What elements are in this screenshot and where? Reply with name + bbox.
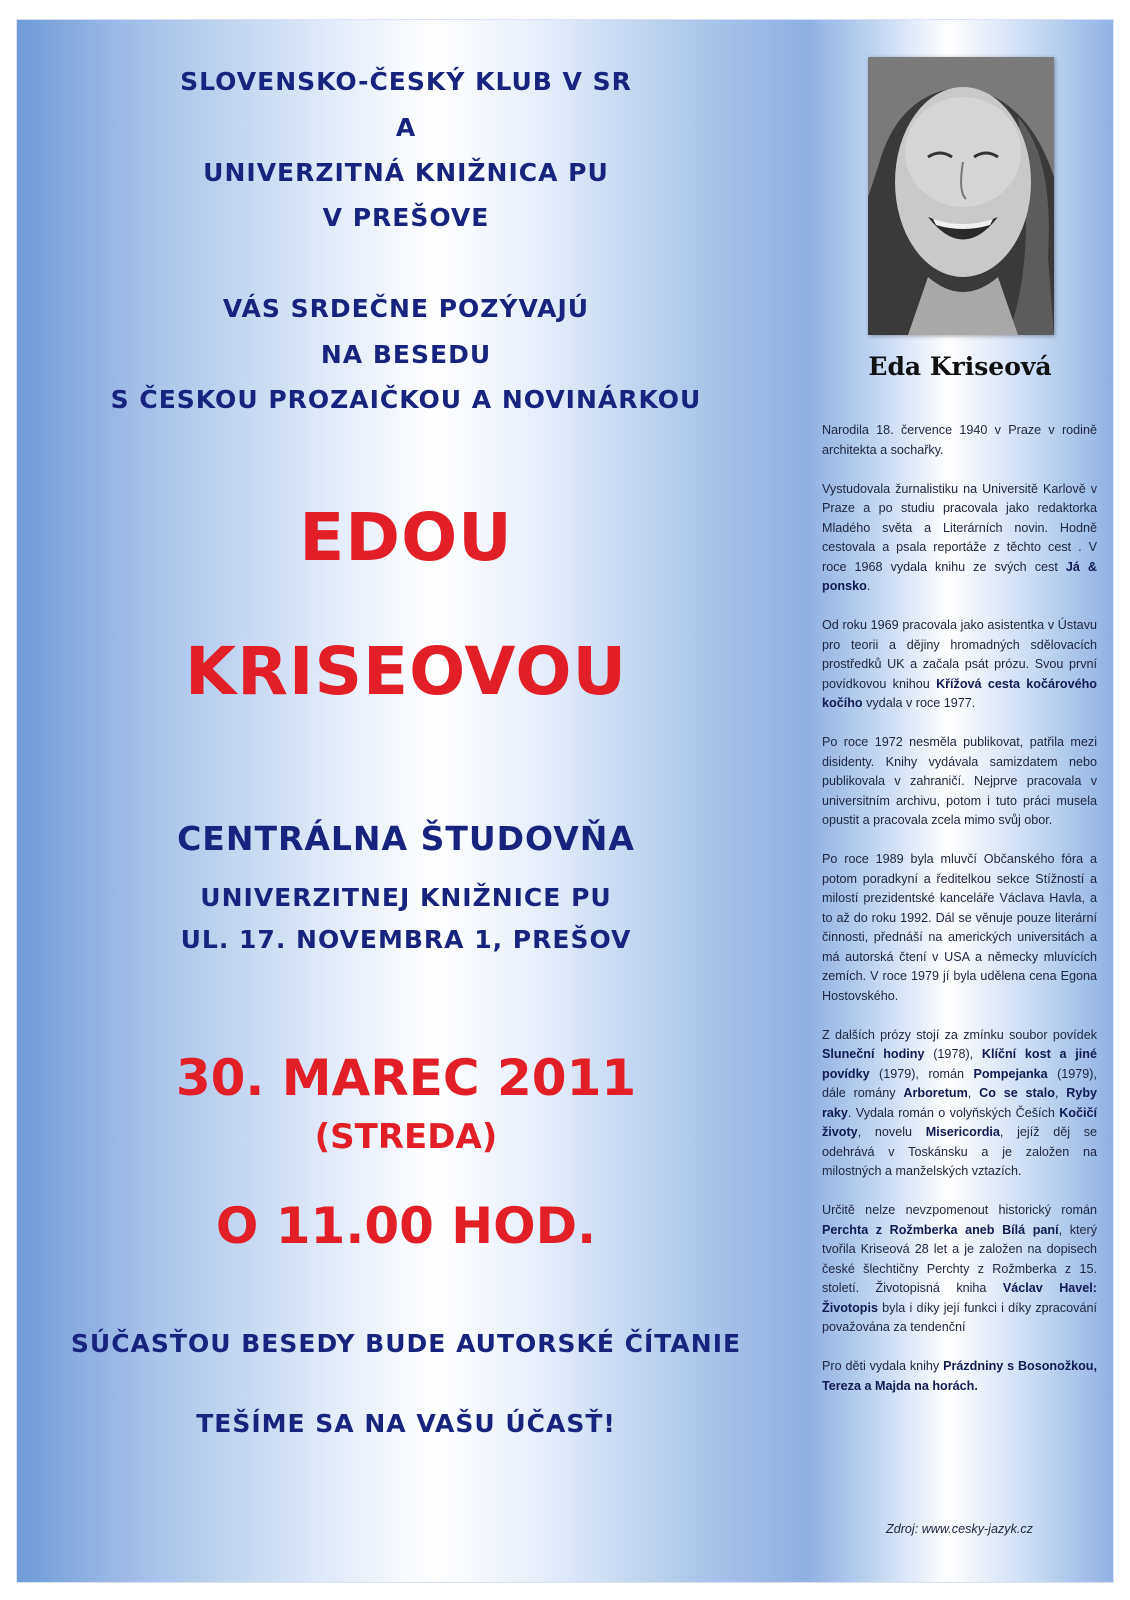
book-title: Prázdniny s Bosonožkou, Tereza a Majda na horách. xyxy=(822,1359,1098,1393)
bio-text: Narodila 18. července 1940 v Praze v rodině architekta a sochařky. xyxy=(822,423,1097,457)
bio-text: Pro děti vydala knihy xyxy=(822,1359,944,1373)
bio-text: Z dalších prózy stojí za zmínku soubor povídek xyxy=(822,1027,1097,1042)
event-date: 30. MAREC 2011 xyxy=(175,1049,637,1107)
bio-text: . xyxy=(866,579,871,593)
bio-paragraph xyxy=(822,480,1097,597)
bio-text: , xyxy=(967,1086,980,1100)
bio-text: , jejíž děj se odehrává v Toskánsku a je založen na milostných a manželských vztazích. xyxy=(822,1125,1098,1178)
reading-note: SÚČASŤOU BESEDY BUDE AUTORSKÉ ČÍTANIE xyxy=(70,1329,742,1358)
organizer-line-3: UNIVERZITNÁ KNIŽNICA PU xyxy=(203,158,609,187)
bio-text: Po roce 1989 byla mluvčí Občanského fóra a potom poradkyní a ředitelkou sekce Stížností a milostí prezidentské kanceláře Václava Havla, a to až do roku 1992. Dál se věnuje pouze literární činnosti, přednáší na amerických universitách a má autorská čtení v USA a německy mluvících zemích. V roce 1979 jí byla udělena cena Egona Hostovského. xyxy=(822,852,1097,1003)
bio-text: , xyxy=(1054,1086,1067,1100)
book-title: Sluneční hodiny xyxy=(822,1047,925,1061)
bio-paragraph xyxy=(822,850,1097,1006)
bio-text: (1978), xyxy=(924,1047,982,1061)
bio-text: vydala v roce 1977. xyxy=(862,696,976,710)
book-title: Kočičí životy xyxy=(822,1105,1097,1139)
book-title: Misericordia xyxy=(925,1125,1000,1139)
bio-text: (1979), dále romány xyxy=(822,1066,1097,1100)
bio-text: (1979), román xyxy=(869,1066,974,1081)
bio-text: Určitě nelze nevzpomenout historický román xyxy=(822,1203,1097,1217)
bio-paragraph xyxy=(822,733,1097,831)
bio-text: . Vydala román o volyňských Češích xyxy=(847,1105,1060,1120)
author-photo xyxy=(868,57,1054,335)
bio-paragraph xyxy=(822,421,1097,460)
venue-library: UNIVERZITNEJ KNIŽNICE PU xyxy=(200,883,612,912)
venue-address: UL. 17. NOVEMBRA 1, PREŠOV xyxy=(180,925,632,954)
invite-line-2: NA BESEDU xyxy=(320,340,492,369)
book-title: Klíční kost a jiné povídky xyxy=(822,1047,1097,1081)
bio-paragraph xyxy=(822,1201,1097,1338)
bio-text: Po roce 1972 nesměla publikovat, patřila mezi disidenty. Knihy vydávala samizdatem nebo publikovala v zahraničí. Nejprve pracovala v universitním archivu, potom i tuto práci musela opustit a pracovala zcela mimo svůj obor. xyxy=(822,735,1097,827)
source-credit: Zdroj: www.cesky-jazyk.cz xyxy=(886,1522,1033,1536)
closing-line: TEŠÍME SA NA VAŠU ÚČASŤ! xyxy=(196,1409,616,1438)
book-title: Václav Havel: Životopis xyxy=(822,1281,1097,1315)
guest-first-name: EDOU xyxy=(299,499,513,576)
bio-paragraph xyxy=(822,616,1097,714)
book-title: Co se stalo xyxy=(979,1086,1055,1100)
book-title: Já & ponsko xyxy=(822,559,1097,593)
organizer-line-4: V PREŠOVE xyxy=(322,203,490,232)
book-title: Perchta z Rožmberka aneb Bílá paní xyxy=(822,1222,1059,1237)
bio-paragraph xyxy=(822,1357,1097,1396)
event-weekday: (STREDA) xyxy=(314,1117,498,1157)
bio-text: , který tvořila Kriseová 28 let a je založen na dopisech české šlechtičny Perchty z Rožmberka z 15. století. Životopisná kniha xyxy=(822,1222,1097,1295)
bio-text: Vystudovala žurnalistiku na Universitě Karlově v Praze a po studiu pracovala jako redaktorka Mladého světa a Literárních novin. Hodně cestovala a psala reportáže z těchto cest . V roce 1968 vydala knihu ze svých cest xyxy=(822,481,1097,574)
book-title: Ryby raky xyxy=(822,1086,1098,1120)
bio-paragraph xyxy=(822,1026,1097,1182)
book-title: Křížová cesta kočárového kočího xyxy=(822,676,1097,710)
organizer-line-2: A xyxy=(395,113,417,142)
event-time: O 11.00 HOD. xyxy=(215,1197,597,1255)
author-biography xyxy=(822,421,1097,1416)
book-title: Pompejanka xyxy=(973,1066,1048,1081)
organizer-line-1: SLOVENSKO-ČESKÝ KLUB V SR xyxy=(180,67,632,96)
main-column xyxy=(16,19,796,1579)
guest-last-name: KRISEOVOU xyxy=(184,633,628,710)
venue-hall: CENTRÁLNA ŠTUDOVŇA xyxy=(177,819,635,858)
bio-text: byla i díky její funkci i díky zpracování považována za tendenční xyxy=(822,1300,1097,1334)
bio-text: Od roku 1969 pracovala jako asistentka v Ústavu pro teorii a dějiny hromadných sdělovacích prostředků UK a začala psát prózu. Svou první povídkovou knihou xyxy=(822,618,1097,691)
bio-text: , novelu xyxy=(857,1125,926,1139)
author-name: Eda Kriseová xyxy=(868,352,1052,381)
invite-line-3: S ČESKOU PROZAIČKOU A NOVINÁRKOU xyxy=(110,385,702,414)
book-title: Arboretum xyxy=(903,1086,968,1100)
invite-line-1: VÁS SRDEČNE POZÝVAJÚ xyxy=(222,294,590,323)
portrait-image xyxy=(868,57,1054,335)
